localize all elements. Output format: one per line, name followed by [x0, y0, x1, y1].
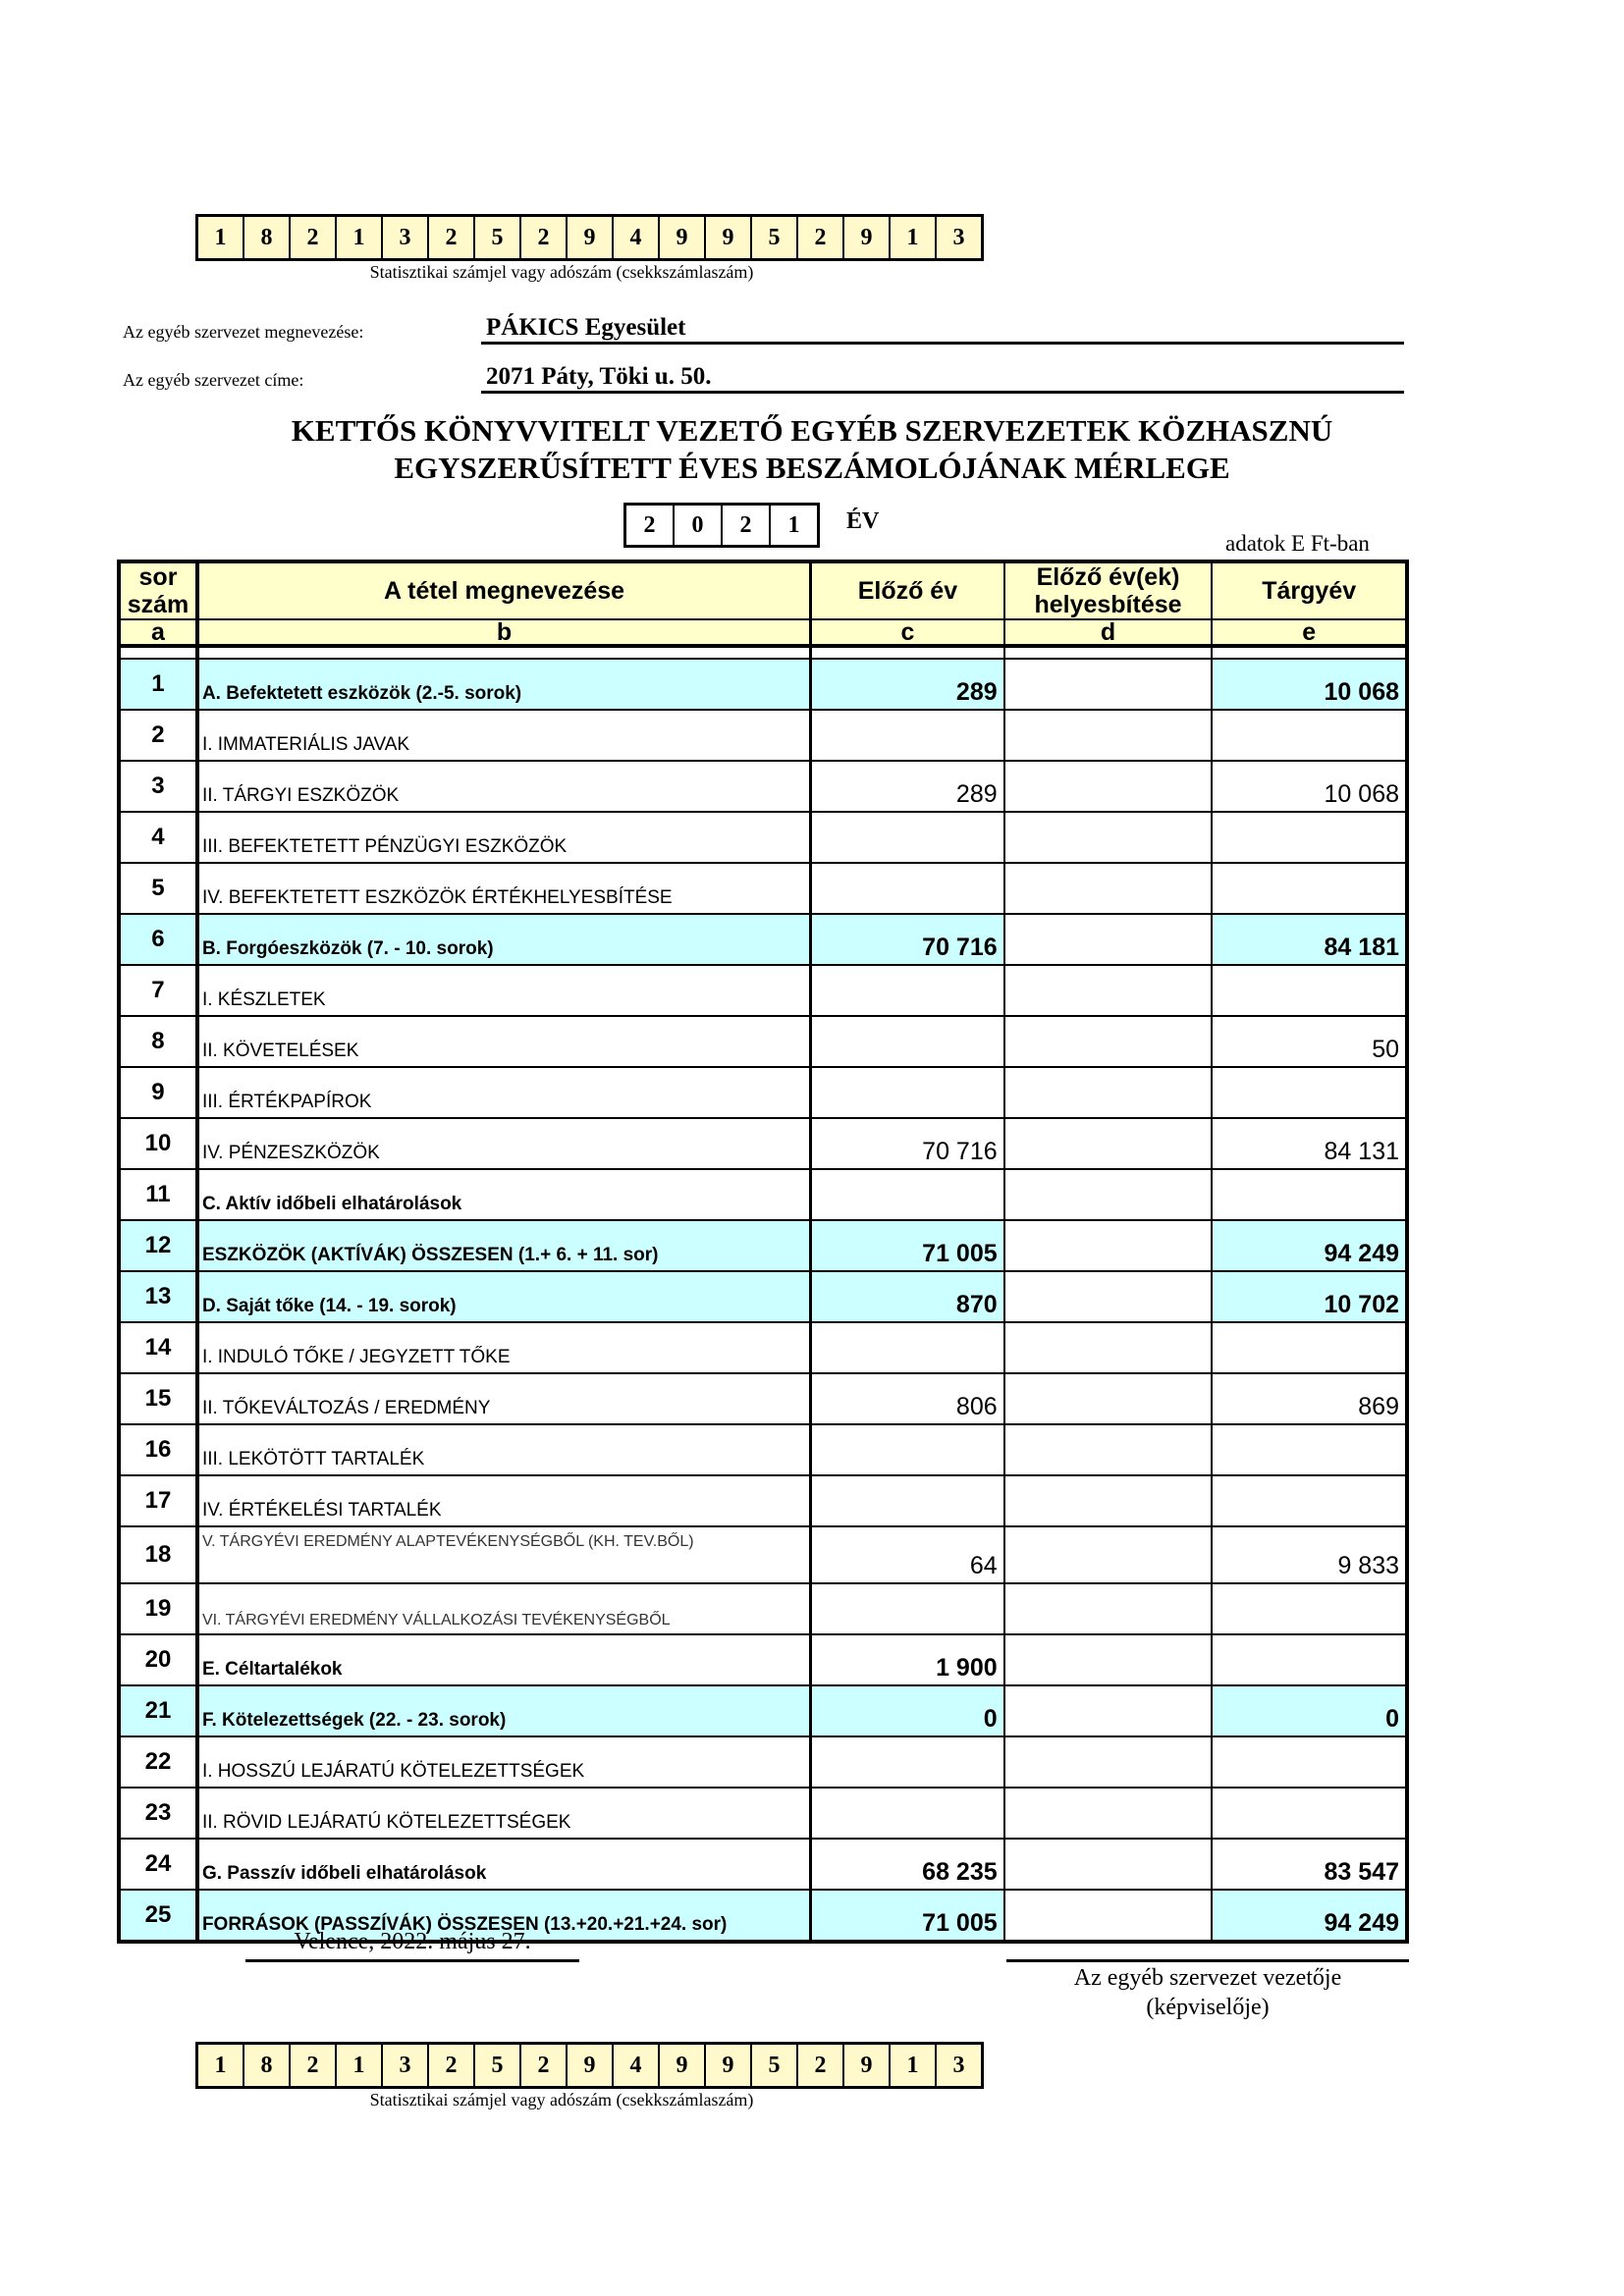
row-current-year: 869: [1212, 1373, 1407, 1424]
row-correction: [1004, 710, 1213, 761]
year-digit: 2: [626, 506, 675, 545]
row-correction: [1004, 1118, 1213, 1169]
row-current-year: 83 547: [1212, 1839, 1407, 1890]
table-row: [119, 761, 1407, 812]
document-title: [0, 412, 1624, 487]
table-row: [119, 965, 1407, 1016]
row-current-year: [1212, 863, 1407, 914]
row-number: 12: [119, 1220, 197, 1271]
row-number: 11: [119, 1169, 197, 1220]
balance-sheet-table: [117, 560, 1409, 1944]
table-row: [119, 1685, 1407, 1736]
row-prev-year: 70 716: [811, 1118, 1004, 1169]
row-prev-year: [811, 965, 1004, 1016]
row-number: 5: [119, 863, 197, 914]
row-prev-year: [811, 1067, 1004, 1118]
signatory-label: [1006, 1963, 1409, 2022]
table-row: [119, 1634, 1407, 1685]
tax-digit: 5: [752, 217, 798, 258]
signatory-line-1: Az egyéb szervezet vezetője: [1073, 1965, 1342, 1991]
row-name: III. BEFEKTETETT PÉNZÜGYI ESZKÖZÖK: [197, 812, 811, 863]
tax-digit: 2: [429, 217, 475, 258]
tax-digit: 2: [521, 2045, 568, 2086]
table-row: [119, 1118, 1407, 1169]
row-prev-year: [811, 1788, 1004, 1839]
table-row: [119, 812, 1407, 863]
tax-digit: 3: [952, 2052, 965, 2078]
table-row: [119, 1424, 1407, 1475]
tax-digit: 9: [660, 2045, 706, 2086]
row-current-year: 9 833: [1212, 1526, 1407, 1583]
row-current-year: [1212, 965, 1407, 1016]
row-current-year: [1212, 1736, 1407, 1788]
row-number: 15: [119, 1373, 197, 1424]
table-row: [119, 1322, 1407, 1373]
tax-digit: 5: [475, 2045, 521, 2086]
tax-digit: 8: [244, 217, 291, 258]
year-box: [623, 503, 820, 548]
row-name: II. TÁRGYI ESZKÖZÖK: [197, 761, 811, 812]
row-prev-year: 64: [811, 1526, 1004, 1583]
table-row: [119, 659, 1407, 710]
row-number: 23: [119, 1788, 197, 1839]
tax-digit: 2: [798, 2045, 844, 2086]
tax-digit: 9: [706, 217, 752, 258]
row-number: 19: [119, 1583, 197, 1634]
tax-digit: 1: [198, 217, 244, 258]
year-suffix: ÉV: [846, 508, 880, 534]
place-date: Velence, 2022. május 27.: [294, 1929, 531, 1954]
table-gap: [119, 646, 1407, 659]
row-current-year: [1212, 1634, 1407, 1685]
row-prev-year: 289: [811, 761, 1004, 812]
letter-e: e: [1212, 619, 1407, 646]
row-correction: [1004, 914, 1213, 965]
row-correction: [1004, 1634, 1213, 1685]
row-current-year: 94 249: [1212, 1890, 1407, 1942]
row-current-year: [1212, 1788, 1407, 1839]
row-correction: [1004, 659, 1213, 710]
row-correction: [1004, 761, 1213, 812]
row-number: 25: [119, 1890, 197, 1942]
signature-line: [1006, 1959, 1409, 1962]
tax-digit: 9: [568, 2045, 614, 2086]
row-prev-year: 289: [811, 659, 1004, 710]
row-prev-year: [811, 1322, 1004, 1373]
tax-digit: 3: [383, 217, 429, 258]
table-row: [119, 1839, 1407, 1890]
row-current-year: [1212, 1424, 1407, 1475]
table-row: [119, 1016, 1407, 1067]
tax-digit: 9: [844, 217, 891, 258]
tax-digit: 9: [844, 2045, 891, 2086]
row-prev-year: [811, 1736, 1004, 1788]
row-current-year: 94 249: [1212, 1220, 1407, 1271]
row-current-year: [1212, 1475, 1407, 1526]
table-row: [119, 1788, 1407, 1839]
row-name: V. TÁRGYÉVI EREDMÉNY ALAPTEVÉKENYSÉGBŐL (KH. TEV.BŐL): [197, 1526, 811, 1583]
row-current-year: [1212, 710, 1407, 761]
tax-digit: 9: [660, 217, 706, 258]
row-name: FORRÁSOK (PASSZÍVÁK) ÖSSZESEN (13.+20.+21.+24. sor): [197, 1890, 811, 1942]
tax-number-caption: Statisztikai számjel vagy adószám (csekkszámlaszám): [369, 262, 754, 282]
row-prev-year: 71 005: [811, 1890, 1004, 1942]
row-correction: [1004, 1736, 1213, 1788]
row-correction: [1004, 812, 1213, 863]
row-name: I. KÉSZLETEK: [197, 965, 811, 1016]
row-number: 21: [119, 1685, 197, 1736]
row-current-year: 10 068: [1212, 659, 1407, 710]
row-correction: [1004, 1220, 1213, 1271]
row-prev-year: [811, 1583, 1004, 1634]
header-prev: Előző év: [811, 561, 1004, 619]
table-row: [119, 1736, 1407, 1788]
table-row: [119, 1373, 1407, 1424]
table-row: [119, 1220, 1407, 1271]
row-number: 20: [119, 1634, 197, 1685]
tax-number-caption-bottom: Statisztikai számjel vagy adószám (csekkszámlaszám): [369, 2090, 754, 2109]
row-current-year: 50: [1212, 1016, 1407, 1067]
tax-digit: 1: [198, 2045, 244, 2086]
row-name: D. Saját tőke (14. - 19. sorok): [197, 1271, 811, 1322]
row-number: 14: [119, 1322, 197, 1373]
header-num: sor szám: [119, 561, 197, 619]
row-name: II. KÖVETELÉSEK: [197, 1016, 811, 1067]
row-number: 1: [119, 659, 197, 710]
tax-digit: 3: [952, 224, 965, 250]
signatory-line-2: (képviselője): [1146, 1995, 1270, 2020]
title-line-1: KETTŐS KÖNYVVITELT VEZETŐ EGYÉB SZERVEZETEK KÖZHASZNÚ: [291, 413, 1333, 448]
row-prev-year: 68 235: [811, 1839, 1004, 1890]
row-number: 8: [119, 1016, 197, 1067]
tax-digit: 2: [798, 217, 844, 258]
table-row: [119, 1169, 1407, 1220]
row-prev-year: [811, 1169, 1004, 1220]
row-correction: [1004, 1526, 1213, 1583]
row-current-year: [1212, 1583, 1407, 1634]
org-address-label: Az egyéb szervezet címe:: [123, 370, 304, 390]
table-row: [119, 1067, 1407, 1118]
header-name: A tétel megnevezése: [197, 561, 811, 619]
row-correction: [1004, 1424, 1213, 1475]
row-correction: [1004, 1475, 1213, 1526]
row-correction: [1004, 1583, 1213, 1634]
row-current-year: [1212, 812, 1407, 863]
row-name: I. HOSSZÚ LEJÁRATÚ KÖTELEZETTSÉGEK: [197, 1736, 811, 1788]
table-row: [119, 863, 1407, 914]
row-current-year: [1212, 1067, 1407, 1118]
tax-digit: 2: [291, 2045, 337, 2086]
row-current-year: 84 131: [1212, 1118, 1407, 1169]
tax-number-top: [195, 214, 984, 261]
row-number: 9: [119, 1067, 197, 1118]
row-correction: [1004, 1685, 1213, 1736]
row-prev-year: [811, 863, 1004, 914]
row-name: III. LEKÖTÖTT TARTALÉK: [197, 1424, 811, 1475]
table-row: [119, 1475, 1407, 1526]
row-name: C. Aktív időbeli elhatárolások: [197, 1169, 811, 1220]
row-correction: [1004, 965, 1213, 1016]
row-name: IV. BEFEKTETETT ESZKÖZÖK ÉRTÉKHELYESBÍTÉSE: [197, 863, 811, 914]
row-prev-year: 0: [811, 1685, 1004, 1736]
title-line-2: EGYSZERŰSÍTETT ÉVES BESZÁMOLÓJÁNAK MÉRLEGE: [394, 451, 1230, 485]
table-letter-row: [119, 619, 1407, 646]
tax-digit: 2: [521, 217, 568, 258]
date-line: [245, 1959, 579, 1962]
row-name: G. Passzív időbeli elhatárolások: [197, 1839, 811, 1890]
row-name: I. INDULÓ TŐKE / JEGYZETT TŐKE: [197, 1322, 811, 1373]
row-prev-year: 71 005: [811, 1220, 1004, 1271]
row-name: I. IMMATERIÁLIS JAVAK: [197, 710, 811, 761]
row-prev-year: 806: [811, 1373, 1004, 1424]
letter-b: b: [197, 619, 811, 646]
table-row: [119, 1526, 1407, 1583]
row-number: 4: [119, 812, 197, 863]
row-number: 22: [119, 1736, 197, 1788]
table-row: [119, 914, 1407, 965]
row-number: 2: [119, 710, 197, 761]
row-current-year: 10 068: [1212, 761, 1407, 812]
tax-digit: 1: [891, 2045, 937, 2086]
header-curr: Tárgyév: [1212, 561, 1407, 619]
row-correction: [1004, 1271, 1213, 1322]
row-prev-year: 870: [811, 1271, 1004, 1322]
row-number: 10: [119, 1118, 197, 1169]
row-current-year: 84 181: [1212, 914, 1407, 965]
letter-c: c: [811, 619, 1004, 646]
tax-digit: 4: [614, 2045, 660, 2086]
tax-digit: 4: [614, 217, 660, 258]
tax-digit: 8: [244, 2045, 291, 2086]
row-correction: [1004, 1788, 1213, 1839]
row-name: E. Céltartalékok: [197, 1634, 811, 1685]
row-number: 7: [119, 965, 197, 1016]
row-name: A. Befektetett eszközök (2.-5. sorok): [197, 659, 811, 710]
row-prev-year: [811, 710, 1004, 761]
tax-digit: 5: [475, 217, 521, 258]
tax-digit: 2: [291, 217, 337, 258]
row-prev-year: [811, 812, 1004, 863]
row-prev-year: [811, 1424, 1004, 1475]
row-correction: [1004, 1169, 1213, 1220]
table-row: [119, 710, 1407, 761]
table-body: [119, 659, 1407, 1942]
row-prev-year: 70 716: [811, 914, 1004, 965]
row-prev-year: [811, 1016, 1004, 1067]
org-name-label: Az egyéb szervezet megnevezése:: [123, 322, 364, 342]
tax-digit: 9: [568, 217, 614, 258]
row-name: VI. TÁRGYÉVI EREDMÉNY VÁLLALKOZÁSI TEVÉKENYSÉGBŐL: [197, 1583, 811, 1634]
row-correction: [1004, 863, 1213, 914]
tax-digit: 1: [337, 2045, 383, 2086]
row-name: III. ÉRTÉKPAPÍROK: [197, 1067, 811, 1118]
header-corr: Előző év(ek) helyesbítése: [1004, 561, 1213, 619]
year-digit: 0: [675, 506, 723, 545]
table-header-row: [119, 561, 1407, 619]
row-number: 24: [119, 1839, 197, 1890]
row-number: 18: [119, 1526, 197, 1583]
tax-digit: 5: [752, 2045, 798, 2086]
row-correction: [1004, 1373, 1213, 1424]
row-number: 17: [119, 1475, 197, 1526]
row-correction: [1004, 1322, 1213, 1373]
row-correction: [1004, 1890, 1213, 1942]
row-name: B. Forgóeszközök (7. - 10. sorok): [197, 914, 811, 965]
tax-digit: 1: [337, 217, 383, 258]
row-name: ESZKÖZÖK (AKTÍVÁK) ÖSSZESEN (1.+ 6. + 11. sor): [197, 1220, 811, 1271]
row-correction: [1004, 1067, 1213, 1118]
tax-digit: 3: [383, 2045, 429, 2086]
row-correction: [1004, 1839, 1213, 1890]
year-digit: 2: [723, 506, 771, 545]
row-prev-year: [811, 1475, 1004, 1526]
letter-d: d: [1004, 619, 1213, 646]
row-number: 16: [119, 1424, 197, 1475]
letter-a: a: [119, 619, 197, 646]
year-digit: 1: [787, 511, 800, 538]
row-name: F. Kötelezettségek (22. - 23. sorok): [197, 1685, 811, 1736]
row-current-year: 0: [1212, 1685, 1407, 1736]
row-current-year: [1212, 1322, 1407, 1373]
row-number: 6: [119, 914, 197, 965]
tax-digit: 1: [891, 217, 937, 258]
row-current-year: 10 702: [1212, 1271, 1407, 1322]
org-name: PÁKICS Egyesület: [481, 314, 1404, 345]
row-number: 13: [119, 1271, 197, 1322]
row-name: II. TŐKEVÁLTOZÁS / EREDMÉNY: [197, 1373, 811, 1424]
row-correction: [1004, 1016, 1213, 1067]
table-row: [119, 1583, 1407, 1634]
row-number: 3: [119, 761, 197, 812]
row-name: II. RÖVID LEJÁRATÚ KÖTELEZETTSÉGEK: [197, 1788, 811, 1839]
org-address: 2071 Páty, Töki u. 50.: [481, 363, 1404, 394]
row-prev-year: 1 900: [811, 1634, 1004, 1685]
row-current-year: [1212, 1169, 1407, 1220]
units-note: adatok E Ft-ban: [1225, 531, 1370, 556]
row-name: IV. PÉNZESZKÖZÖK: [197, 1118, 811, 1169]
tax-number-bottom: [195, 2042, 984, 2089]
row-name: IV. ÉRTÉKELÉSI TARTALÉK: [197, 1475, 811, 1526]
tax-digit: 9: [706, 2045, 752, 2086]
tax-digit: 2: [429, 2045, 475, 2086]
table-row: [119, 1271, 1407, 1322]
